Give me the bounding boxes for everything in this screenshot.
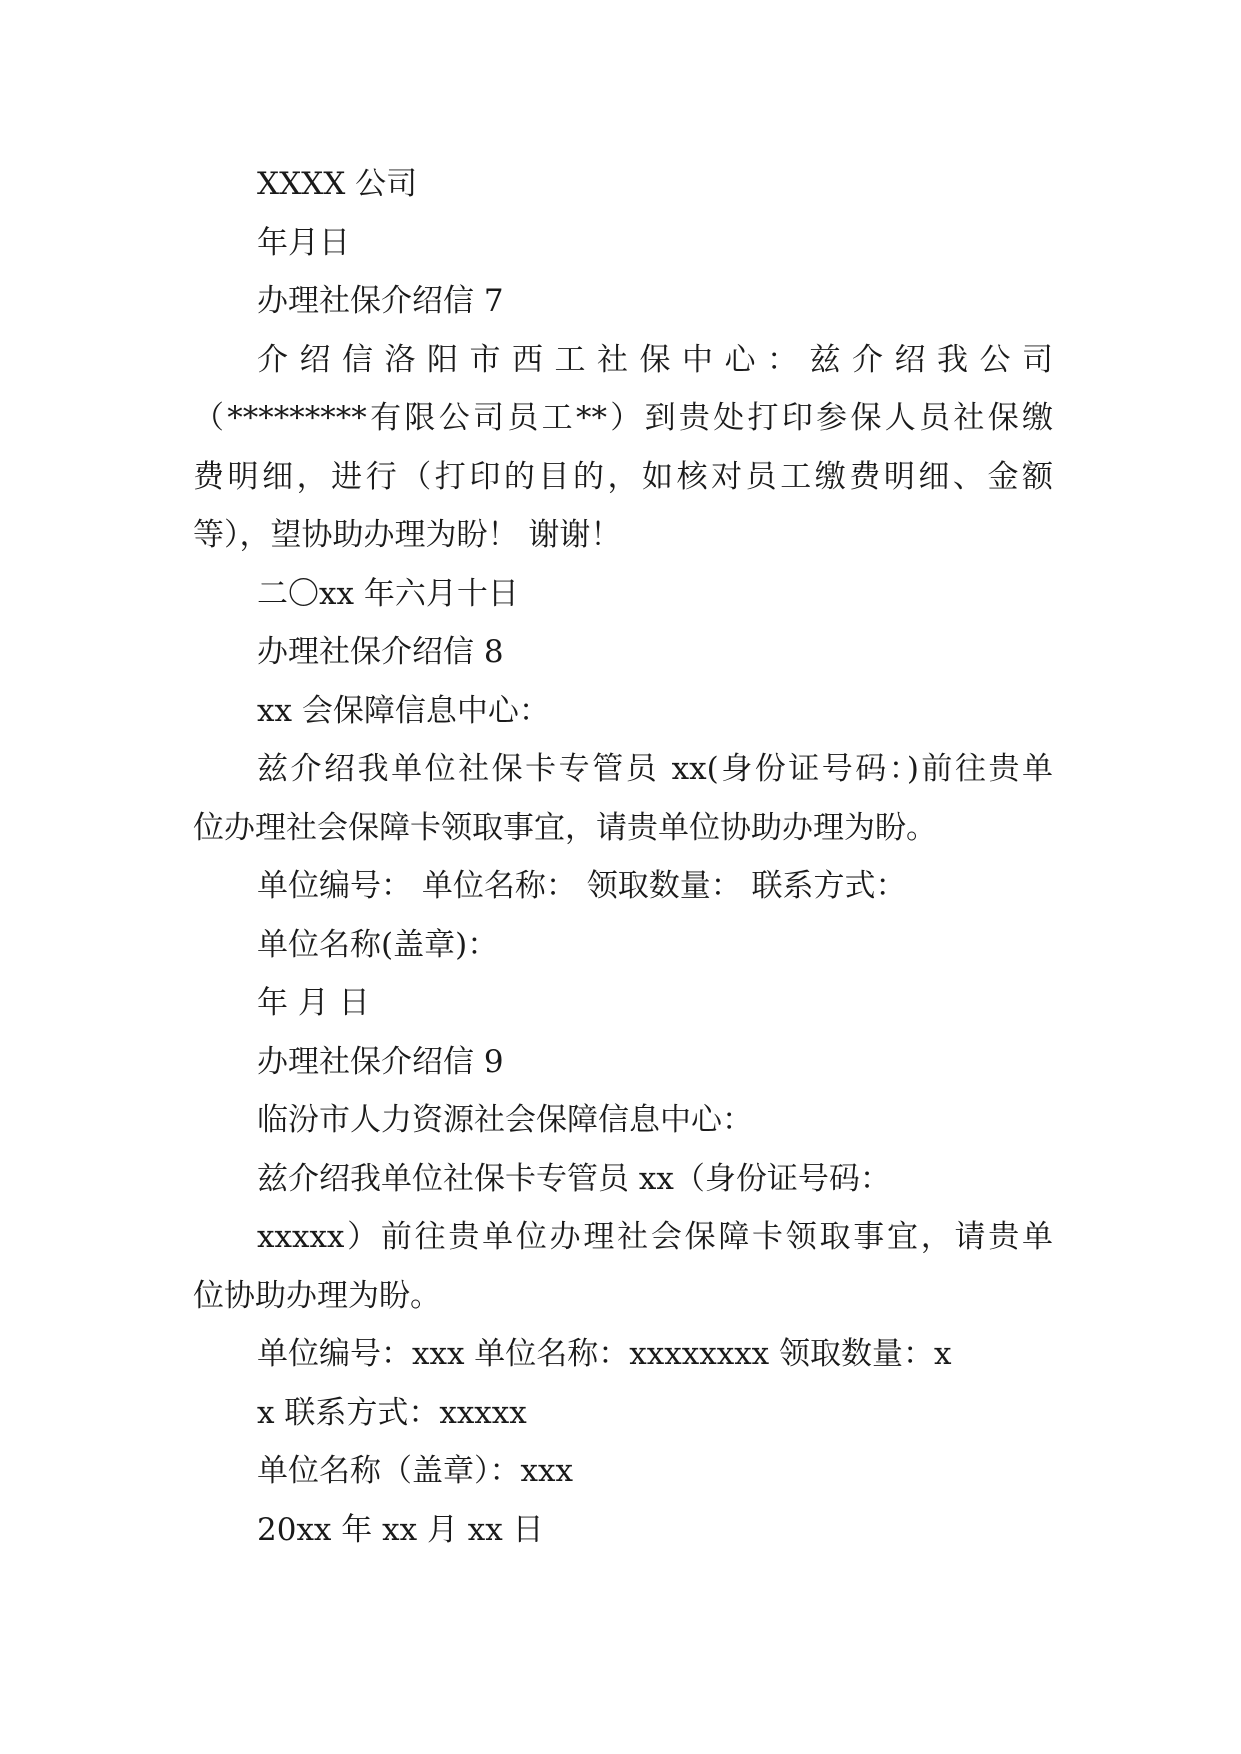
section-heading: 办理社保介绍信 9 — [257, 1043, 504, 1080]
date-line: 二〇xx 年六月十日 — [257, 575, 519, 612]
text-line: 单位编号： 单位名称： 领取数量： 联系方式： — [257, 868, 907, 904]
date-line: 年 月 日 — [257, 985, 370, 1021]
text-line: 年月日 — [257, 224, 350, 261]
text-line: 单位编号：xxx 单位名称：xxxxxxxx 领取数量：x — [257, 1336, 952, 1372]
text-line: 单位名称(盖章)： — [257, 926, 499, 963]
text-line: 临汾市人力资源社会保障信息中心： — [257, 1102, 753, 1138]
text-line: 兹介绍我单位社保卡专管员 xx（身份证号码： — [257, 1160, 891, 1197]
text-line: XXXX 公司 — [257, 166, 418, 202]
text-line: xxxxx）前往贵单位办理社会保障卡领取事宜，请贵单 — [257, 1219, 1053, 1255]
section-heading: 办理社保介绍信 7 — [257, 283, 504, 319]
section-heading: 办理社保介绍信 8 — [257, 634, 504, 670]
text-line: 费明细，进行（打印的目的，如核对员工缴费明细、金额 — [193, 458, 1053, 495]
text-line: 兹介绍我单位社保卡专管员 xx(身份证号码：)前往贵单 — [257, 751, 1053, 787]
document-body — [193, 155, 1053, 1559]
text-line: 介 绍 信 洛 阳 市 西 工 社 保 中 心 ： 兹 介 绍 我 公 司 — [257, 341, 1053, 378]
text-line: （*********有限公司员工**）到贵处打印参保人员社保缴 — [193, 400, 1053, 436]
text-line: x 联系方式：xxxxx — [257, 1394, 527, 1431]
date-line: 20xx 年 xx 月 xx 日 — [257, 1511, 544, 1548]
text-line: 位协助办理为盼。 — [193, 1277, 441, 1314]
text-line: 位办理社会保障卡领取事宜，请贵单位协助办理为盼。 — [193, 809, 937, 846]
text-line: 等），望协助办理为盼！ 谢谢！ — [193, 517, 622, 553]
text-line: 单位名称（盖章）：xxx — [257, 1453, 573, 1489]
text-line: xx 会保障信息中心： — [257, 692, 550, 729]
